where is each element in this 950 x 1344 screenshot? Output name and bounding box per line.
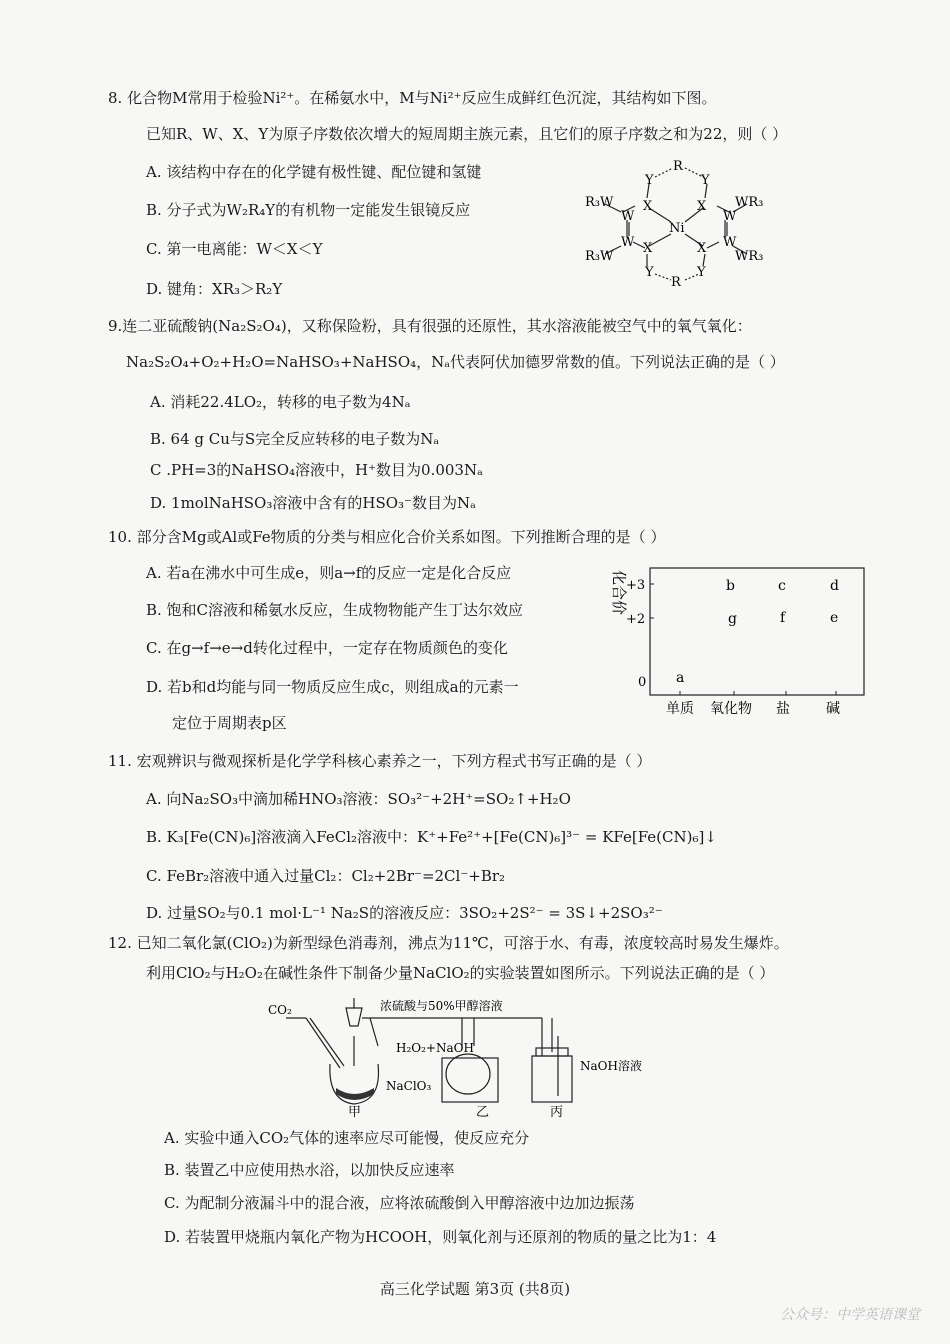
q10-chart-point-a: a bbox=[676, 670, 685, 686]
q8-fig-w-tl: W bbox=[621, 209, 635, 224]
q12-fig-h2o2-label: H₂O₂+NaOH bbox=[396, 1041, 474, 1055]
q8-fig-r3w-bl: R₃W bbox=[585, 249, 614, 264]
q8-fig-wr3-tr: WR₃ bbox=[735, 195, 764, 210]
q12-apparatus-figure bbox=[262, 996, 642, 1121]
q8-fig-x-br: X bbox=[697, 241, 707, 256]
q8-option-b: B. 分子式为W₂R₄Y的有机物一定能发生银镜反应 bbox=[146, 201, 471, 219]
q10-option-d-line2: 定位于周期表p区 bbox=[172, 714, 287, 732]
q11-option-c: C. FeBr₂溶液中通入过量Cl₂：Cl₂+2Br⁻=2Cl⁻+Br₂ bbox=[146, 867, 506, 885]
q10-option-d-line1: D. 若b和d均能与同一物质反应生成c，则组成a的元素一 bbox=[146, 678, 519, 696]
q9-option-c: C .PH=3的NaHSO₄溶液中，H⁺数目为0.003Nₐ bbox=[150, 461, 483, 479]
q8-fig-w-bl: W bbox=[621, 235, 635, 250]
q9-option-a: A. 消耗22.4LO₂，转移的电子数为4Nₐ bbox=[150, 393, 411, 411]
q10-chart-ytick-0: 0 bbox=[638, 675, 647, 690]
q8-option-d: D. 键角：XR₃＞R₂Y bbox=[146, 280, 283, 298]
q12-option-d: D. 若装置甲烧瓶内氧化产物为HCOOH，则氧化剂与还原剂的物质的量之比为1：4 bbox=[164, 1228, 717, 1246]
q8-stem-line1: 8. 化合物M常用于检验Ni²⁺。在稀氨水中，M与Ni²⁺反应生成鲜红色沉淀，其结构如下图。 bbox=[108, 89, 717, 107]
q12-fig-co2: CO₂ bbox=[268, 1003, 292, 1017]
q12-option-b: B. 装置乙中应使用热水浴，以加快反应速率 bbox=[164, 1161, 455, 1179]
q10-option-a: A. 若a在沸水中可生成e，则a→f的反应一定是化合反应 bbox=[146, 564, 512, 582]
q9-option-d: D. 1molNaHSO₃溶液中含有的HSO₃⁻数目为Nₐ bbox=[150, 494, 476, 512]
q8-fig-r3w-tl: R₃W bbox=[585, 195, 614, 210]
q11-option-d: D. 过量SO₂与0.1 mol·L⁻¹ Na₂S的溶液反应：3SO₂+2S²⁻ = 3S↓+2SO₃²⁻ bbox=[146, 904, 663, 922]
q9-stem-line1: 9.连二亚硫酸钠(Na₂S₂O₄)，又称保险粉，具有很强的还原性，其水溶液能被空气中的氧气氧化： bbox=[108, 317, 752, 335]
q8-stem-line2: 已知R、W、X、Y为原子序数依次增大的短周期主族元素，且它们的原子序数之和为22，则（ ） bbox=[146, 125, 788, 143]
q10-option-c: C. 在g→f→e→d转化过程中，一定存在物质颜色的变化 bbox=[146, 639, 508, 657]
q11-stem: 11. 宏观辨识与微观探析是化学学科核心素养之一，下列方程式书写正确的是（ ） bbox=[108, 752, 652, 770]
q10-valence-chart bbox=[600, 560, 870, 720]
q12-option-c: C. 为配制分液漏斗中的混合液，应将浓硫酸倒入甲醇溶液中边加边振荡 bbox=[164, 1194, 635, 1212]
q10-chart-point-c: c bbox=[778, 578, 786, 594]
q8-fig-x-tr: X bbox=[697, 199, 707, 214]
q12-stem-line1: 12. 已知二氧化氯(ClO₂)为新型绿色消毒剂，沸点为11℃，可溶于水、有毒，浓度较高时易发生爆炸。 bbox=[108, 934, 789, 952]
q8-fig-y-br: Y bbox=[697, 265, 706, 280]
q8-option-a: A. 该结构中存在的化学键有极性键、配位键和氢键 bbox=[146, 163, 482, 181]
q8-fig-x-bl: X bbox=[643, 241, 653, 256]
q10-chart-ytick-2: +2 bbox=[626, 612, 646, 627]
q11-option-a: A. 向Na₂SO₃中滴加稀HNO₃溶液：SO₃²⁻+2H⁺=SO₂↑+H₂O bbox=[146, 790, 571, 808]
q10-chart-point-g: g bbox=[728, 611, 737, 627]
q8-fig-x-tl: X bbox=[643, 199, 653, 214]
q10-chart-xcat-oxide: 氧化物 bbox=[710, 701, 752, 717]
q8-fig-wr3-br: WR₃ bbox=[735, 249, 764, 264]
q10-chart-point-f: f bbox=[780, 610, 786, 626]
q8-fig-r-top: R bbox=[673, 159, 683, 174]
page-footer: 高三化学试题 第3页 (共8页) bbox=[379, 1280, 571, 1298]
q8-fig-y-bl: Y bbox=[645, 265, 654, 280]
q10-chart-point-e: e bbox=[830, 610, 839, 626]
q9-option-b: B. 64 g Cu与S完全反应转移的电子数为Nₐ bbox=[150, 430, 440, 448]
q8-fig-r-bottom: R bbox=[671, 275, 681, 290]
q12-fig-yi: 乙 bbox=[476, 1105, 490, 1120]
q10-chart-ytick-3: +3 bbox=[626, 578, 646, 593]
q10-option-b: B. 饱和C溶液和稀氨水反应，生成物物能产生丁达尔效应 bbox=[146, 601, 524, 619]
q10-chart-xcat-salt: 盐 bbox=[776, 701, 790, 717]
q8-fig-ni: Ni bbox=[669, 221, 685, 236]
q11-option-b: B. K₃[Fe(CN)₆]溶液滴入FeCl₂溶液中：K⁺+Fe²⁺+[Fe(CN)₆]³⁻ = KFe[Fe(CN)₆]↓ bbox=[146, 828, 717, 846]
q8-fig-w-tr: W bbox=[723, 209, 737, 224]
q10-chart-xcat-base: 碱 bbox=[826, 701, 840, 717]
q12-fig-bing: 丙 bbox=[550, 1105, 564, 1120]
q12-fig-naclo3-label: NaClO₃ bbox=[386, 1079, 432, 1093]
q12-fig-naoh-label: NaOH溶液 bbox=[580, 1059, 642, 1073]
q8-fig-y-tr: Y bbox=[701, 173, 710, 188]
q9-stem-line2: Na₂S₂O₄+O₂+H₂O=NaHSO₃+NaHSO₄，Nₐ代表阿伏加德罗常数的值。下列说法正确的是（ ） bbox=[126, 353, 785, 371]
q10-chart-point-b: b bbox=[726, 578, 735, 594]
q8-option-c: C. 第一电离能：W＜X＜Y bbox=[146, 240, 323, 258]
q12-option-a: A. 实验中通入CO₂气体的速率应尽可能慢，使反应充分 bbox=[164, 1129, 530, 1147]
q8-fig-w-br: W bbox=[723, 235, 737, 250]
q12-stem-line2: 利用ClO₂与H₂O₂在碱性条件下制备少量NaClO₂的实验装置如图所示。下列说法正确的是（ ） bbox=[146, 964, 775, 982]
q10-chart-point-d: d bbox=[830, 578, 839, 594]
q12-fig-funnel-label: 浓硫酸与50%甲醇溶液 bbox=[380, 999, 503, 1013]
watermark: 公众号：中学英语课堂 bbox=[780, 1307, 920, 1323]
q8-structure-figure bbox=[585, 150, 785, 290]
q10-chart-ylabel: 化合价 bbox=[610, 570, 628, 616]
q10-stem: 10. 部分含Mg或Al或Fe物质的分类与相应化合价关系如图。下列推断合理的是（ ） bbox=[108, 528, 666, 546]
q10-chart-xcat-element: 单质 bbox=[666, 701, 694, 717]
q12-fig-jia: 甲 bbox=[348, 1105, 362, 1120]
q8-fig-y-tl: Y bbox=[645, 173, 654, 188]
